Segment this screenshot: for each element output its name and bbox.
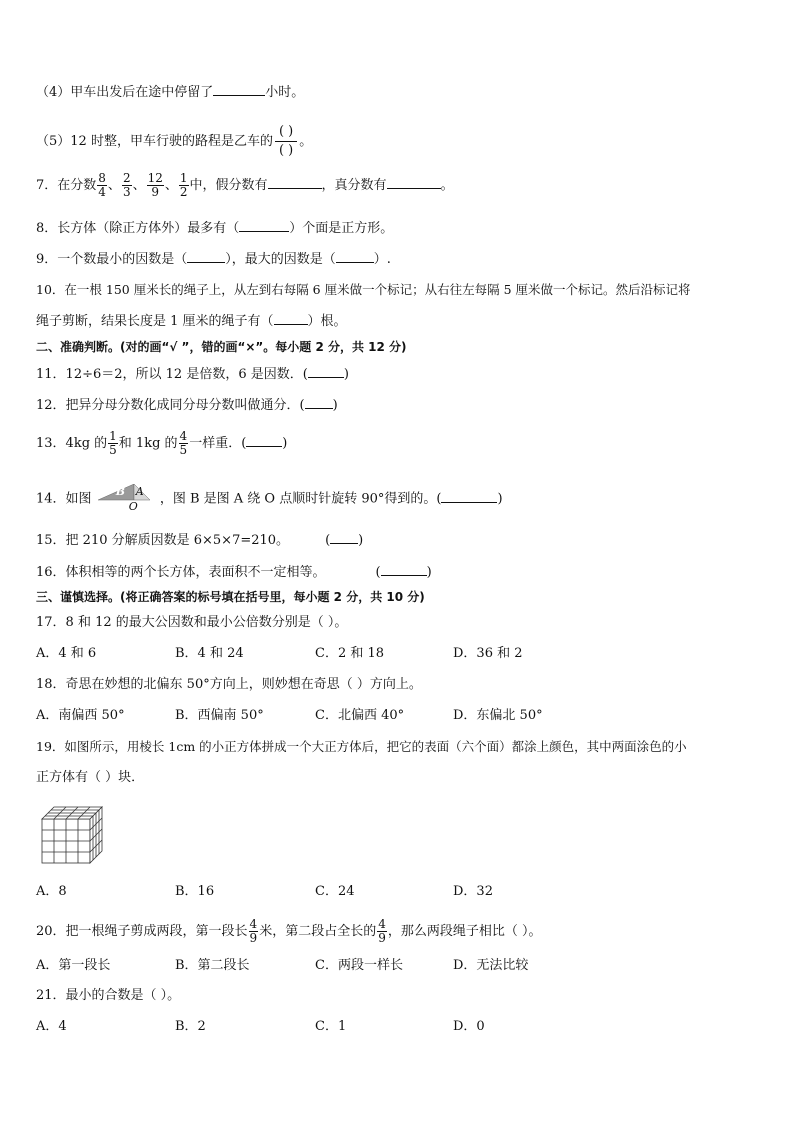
figure-label-a: A — [135, 485, 144, 498]
option-d[interactable]: D．36 和 2 — [453, 646, 523, 661]
fraction: $\frac{1}{5}$ — [109, 429, 117, 457]
fraction: $\frac{4}{9}$ — [378, 917, 386, 945]
rotation-figure — [96, 484, 156, 514]
answer-blank[interactable] — [274, 312, 308, 325]
question-8: 8．长方体（除正方体外）最多有（ ）个面是正方形。 — [36, 221, 394, 236]
answer-fraction[interactable]: ( ) ( ) — [275, 123, 297, 160]
option-d[interactable]: D．32 — [453, 884, 493, 899]
question-20: 20．把一根绳子剪成两段，第一段长 $\frac{4}{9}$ 米，第二段占全长的 $\frac{4}{9}$ ，那么两段绳子相比（ ）。 — [36, 917, 542, 945]
option-b[interactable]: B．西偏南 50° — [175, 708, 264, 723]
section-2-heading: 二、准确判断。(对的画“√ ”，错的画“×”。每小题 2 分，共 12 分) — [36, 340, 407, 354]
answer-blank[interactable] — [330, 531, 358, 544]
question-11: 11．12÷6＝2，所以 12 是倍数，6 是因数．( ) — [36, 367, 349, 382]
answer-blank[interactable] — [381, 563, 427, 576]
option-c[interactable]: C．北偏西 40° — [315, 708, 405, 723]
option-b[interactable]: B．2 — [175, 1019, 206, 1034]
question-15: 15．把 210 分解质因数是 6×5×7=210。 ( ) — [36, 533, 364, 548]
option-c[interactable]: C．两段一样长 — [315, 958, 403, 973]
answer-blank[interactable] — [308, 365, 344, 378]
question-18: 18．奇思在妙想的北偏东 50°方向上，则妙想在奇思（ ）方向上。 — [36, 677, 422, 692]
fraction: $\frac{2}{3}$ — [122, 171, 131, 199]
question-13: 13．4kg 的 $\frac{1}{5}$ 和 1kg 的 $\frac{4}{5}$ 一样重．( ) — [36, 429, 288, 457]
answer-blank[interactable] — [305, 396, 333, 409]
question-10-line1: 10．在一根 150 厘米长的绳子上，从左到右每隔 6 厘米做一个标记；从右往左每隔 5 厘米做一个标记。然后沿标记将 — [36, 282, 691, 297]
question-7: 7．在分数 $\frac{8}{4}$ 、 $\frac{2}{3}$ 、 $\frac{12}{9}$ 、 $\frac{1}{2}$ 中，假分数有 ，真分数有 。 — [36, 171, 454, 199]
answer-blank[interactable] — [187, 250, 225, 263]
question-17: 17．8 和 12 的最大公因数和最小公倍数分别是（ ）。 — [36, 615, 348, 630]
option-d[interactable]: D．无法比较 — [453, 958, 529, 973]
option-b[interactable]: B．第二段长 — [175, 958, 250, 973]
option-b[interactable]: B．4 和 24 — [175, 646, 244, 661]
fraction: $\frac{4}{5}$ — [179, 429, 188, 457]
question-21: 21．最小的合数是（ ）。 — [36, 988, 181, 1003]
option-a[interactable]: A．8 — [36, 884, 67, 899]
option-c[interactable]: C．24 — [315, 884, 355, 899]
fraction: $\frac{8}{4}$ — [98, 171, 106, 199]
option-d[interactable]: D．东偏北 50° — [453, 708, 543, 723]
cube-icon — [40, 805, 104, 865]
option-a[interactable]: A．4 和 6 — [36, 646, 97, 661]
answer-blank[interactable] — [441, 490, 497, 503]
answer-blank[interactable] — [246, 434, 282, 447]
option-a[interactable]: A．第一段长 — [36, 958, 111, 973]
question-19-line2: 正方体有（ ）块． — [36, 770, 145, 785]
question-4: （4）甲车出发后在途中停留了 小时。 — [36, 85, 305, 100]
option-a[interactable]: A．南偏西 50° — [36, 708, 125, 723]
answer-blank[interactable] — [239, 219, 289, 232]
question-5: （5）12 时整，甲车行驶的路程是乙车的 ( ) ( ) 。 — [36, 124, 313, 158]
figure-label-o: O — [128, 500, 138, 513]
option-c[interactable]: C．1 — [315, 1019, 347, 1034]
answer-blank[interactable] — [336, 250, 374, 263]
cube-figure — [40, 805, 104, 865]
fraction: $\frac{4}{9}$ — [249, 917, 258, 945]
question-12: 12．把异分母分数化成同分母分数叫做通分．( ) — [36, 398, 338, 413]
triangle-figure-icon — [96, 484, 156, 514]
question-9: 9．一个数最小的因数是（ ），最大的因数是（ ）. — [36, 252, 391, 267]
answer-blank[interactable] — [213, 83, 265, 96]
figure-label-b: B — [115, 485, 125, 498]
fraction: $\frac{1}{2}$ — [179, 171, 188, 199]
section-3-heading: 三、谨慎选择。(将正确答案的标号填在括号里，每小题 2 分，共 10 分) — [36, 590, 425, 604]
option-c[interactable]: C．2 和 18 — [315, 646, 385, 661]
question-19-line1: 19．如图所示，用棱长 1cm 的小正方体拼成一个大正方体后，把它的表面（六个面）都涂上颜色，其中两面涂色的小 — [36, 739, 687, 754]
answer-blank[interactable] — [268, 176, 322, 189]
question-10-line2: 绳子剪断，结果长度是 1 厘米的绳子有（ ）根。 — [36, 314, 347, 329]
option-b[interactable]: B．16 — [175, 884, 215, 899]
question-14: 14．如图 B A O ，图 B 是图 A 绕 O 点顺时针旋转 90°得到的。( ) — [36, 485, 503, 513]
fraction: $\frac{12}{9}$ — [147, 171, 163, 199]
option-a[interactable]: A．4 — [36, 1019, 67, 1034]
answer-blank[interactable] — [387, 176, 441, 189]
question-16: 16．体积相等的两个长方体，表面积不一定相等。 ( ) — [36, 565, 432, 580]
option-d[interactable]: D．0 — [453, 1019, 485, 1034]
